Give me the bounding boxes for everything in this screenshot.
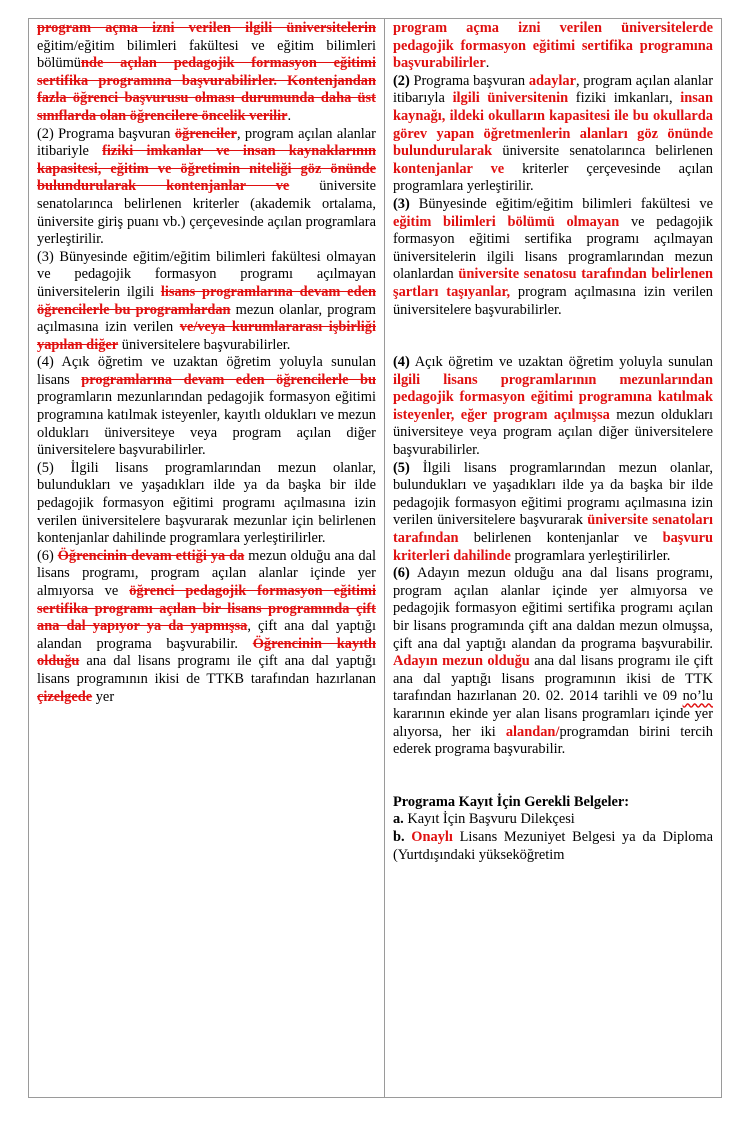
deleted-text: nde açılan pedagojik formasyon eğitimi sertifika programına başvurabilirler. Kontenjandan fazla öğrenci başvurusu olması durumunda daha üst sınıflarda olan öğrencilere öncelik verilir: [37, 55, 376, 124]
text-run: kararının ekinde yer alan lisans programları içinde yer alıyorsa, her iki: [392, 705, 713, 740]
required-documents-heading: Programa Kayıt İçin Gerekli Belgeler:: [392, 793, 630, 810]
inserted-text: Adayın mezun olduğu: [392, 653, 530, 670]
new-paragraph-6: [393, 565, 713, 759]
text-run: .: [485, 55, 490, 72]
deleted-text: program açma izni verilen ilgili üniversitelerin: [37, 20, 376, 36]
text-run: Adayın mezun olduğu ana dal lisans programı, program açılan alanlar içinde yer almıyorsa ve pedagojik formasyon eğitimi sertifika programı açılan bir lisans programında çift ana daldan mezun olmuşsa, çift ana dal yaptığı alandan da programa başvurabilir.: [392, 565, 713, 652]
text-run: kriterler çerçevesinde açılan programlara yerleştirilir.: [392, 160, 713, 195]
text-run: , program açılan alanlar itibariyle: [37, 125, 376, 160]
new-paragraph-1: [393, 20, 713, 73]
inserted-text: adaylar: [528, 72, 576, 89]
old-paragraph-6: [37, 548, 376, 706]
new-paragraph-2: [393, 73, 713, 196]
deleted-text: lisans programlarına devam eden öğrencilerle bu programlardan: [37, 283, 376, 318]
text-run: Açık öğretim ve uzaktan öğretim yoluyla sunulan: [409, 354, 713, 371]
inserted-text: alandan/: [505, 723, 560, 740]
text-run: ve pedagojik formasyon eğitimi sertifika programı açılmayan üniversitelerin ilgili lisans programlarından mezun olanlardan: [392, 213, 713, 283]
text-run: üniversitelere başvurabilirler.: [118, 336, 291, 353]
new-paragraph-3: [393, 196, 713, 319]
old-paragraph-3: [37, 249, 376, 355]
deleted-text: Öğrencinin kayıtlı olduğu: [37, 635, 376, 670]
inserted-text: program açma izni verilen üniversitelerde pedagojik formasyon eğitimi sertifika programına başvurabilirler: [392, 20, 713, 72]
inserted-text: üniversite senatoları tarafından: [392, 512, 714, 547]
paragraph-spacer: [393, 319, 713, 354]
deleted-text: Öğrencinin devam ettiği ya da: [57, 547, 245, 564]
old-paragraph-4: [37, 354, 376, 460]
bold-text: (6): [392, 565, 410, 582]
deleted-text: öğrenciler: [174, 125, 237, 142]
text-run: (6): [37, 547, 58, 564]
text-run: (4) Açık öğretim ve uzaktan öğretim yoluyla sunulan lisans: [37, 354, 376, 388]
inserted-text: kontenjanlar ve: [392, 160, 505, 177]
text-run: yer: [92, 688, 115, 705]
deleted-text: ve/veya kurumlararası işbirliği yapılan diğer: [37, 319, 376, 353]
text-run: Lisans Mezuniyet Belgesi ya da Diploma (Yurtdışındaki yükseköğretim: [392, 828, 713, 863]
text-run: programlara yerleştirilirler.: [510, 547, 671, 564]
bold-text: b.: [392, 828, 405, 845]
text-run: üniversite senatolarınca belirlenen kriterler (akademik ortalama, üniversite giriş puanı vb.) çerçevesinde açılan programlara yerleştirilir.: [37, 178, 376, 248]
inserted-text: ilgili üniversitenin: [452, 90, 569, 107]
text-run: ana dal lisans programı ile çift ana dal yaptığı lisans programının ikisi de TTKB tarafından hazırlanan: [37, 653, 376, 687]
text-run: İlgili lisans programlarından mezun olanlar, bulundukları ve yaşadıkları ilde ya da başka bir ilde pedagojik formasyon eğitimi programı açılmasına izin verilen üniversitelere başvurarak: [392, 459, 713, 529]
text-run: mezun oldukları üniversiteye veya program açılan diğer üniversitelere başvurabilirler.: [392, 406, 713, 459]
text-run: , çift ana dal yaptığı alandan programa başvurabilir.: [37, 618, 376, 652]
inserted-text: ilgili lisans programlarının mezunlarından pedagojik formasyon eğitimi programına katılmak isteyenler, eğer program açılmışsa: [392, 371, 713, 423]
text-run: (3) Bünyesinde eğitim/eğitim bilimleri fakültesi olmayan ve pedagojik formasyon programı açılmayan üniversitelerin ilgili: [37, 248, 376, 300]
inserted-text: Onaylı: [411, 828, 453, 845]
text-run: üniversite senatolarınca belirlenen: [492, 143, 713, 160]
new-text-column: [385, 19, 721, 1097]
old-paragraph-5: [37, 460, 376, 548]
comparison-table: [28, 18, 722, 1098]
text-run: mezun olduğu ana dal lisans programı, program açılan alanlar içinde yer almıyorsa ve: [37, 547, 376, 599]
text-run: mezun olanlar, program açılmasına izin verilen: [37, 301, 376, 336]
paragraph-spacer: [393, 759, 713, 794]
document-item-a-letter: a.: [392, 811, 404, 828]
deleted-text: çizelgede: [37, 688, 93, 705]
text-run: eğitim/eğitim bilimleri fakültesi ve eğitim bilimleri bölümü: [37, 37, 376, 72]
deleted-text: programlarına devam eden öğrencilerle bu: [81, 371, 376, 388]
text-run: program açılmasına izin verilen üniversitelere başvurabilirler.: [392, 283, 713, 318]
text-run: .: [287, 107, 292, 124]
old-text-column: [29, 19, 385, 1097]
text-run: programların mezunlarından pedagojik formasyon eğitimi programına katılmak isteyenler, kayıtlı oldukları ve mezun oldukları üniversiteye veya program açılan diğer üniversitelere başvurabilirler.: [37, 389, 376, 459]
text-run: (2) Programa başvuran: [37, 125, 175, 142]
deleted-text: öğrenci pedagojik formasyon eğitimi sertifika programı açılan bir lisans programında çift ana dal yapıyor ya da yapmışsa: [37, 583, 376, 635]
document-item-a-text: Kayıt İçin Başvuru Dilekçesi: [403, 811, 575, 828]
old-paragraph-2: [37, 126, 376, 249]
inserted-text: eğitim bilimleri bölümü olmayan: [392, 213, 620, 230]
inserted-text: üniversite senatosu tarafından belirlenen şartları taşıyanlar,: [392, 266, 713, 300]
text-run: Programa başvuran: [409, 72, 529, 89]
bold-text: (2): [392, 72, 410, 89]
text-run: programdan birini tercih ederek programa başvurabilir.: [392, 723, 713, 758]
text-run: fiziki imkanları,: [568, 90, 681, 107]
document-item-a: [393, 811, 713, 829]
document-item-b: [393, 829, 713, 864]
deleted-text: fiziki imkanlar ve insan kaynaklarının kapasitesi, eğitim ve öğretimin niteliği göz önünde bulundurularak kontenjanlar ve: [37, 143, 376, 195]
new-paragraph-4: [393, 354, 713, 460]
new-paragraph-5: [393, 460, 713, 566]
inserted-text: başvuru kriterleri dahilinde: [392, 530, 713, 564]
text-run: ana dal lisans programı ile çift ana dal yaptığı lisans programının ikisi de TTK tarafından hazırlanan 20. 02. 2014 tarihli ve 09: [392, 653, 713, 705]
bold-text: (4): [392, 354, 410, 371]
flagged-text: no’lu: [682, 688, 713, 705]
bold-text: (5): [392, 459, 410, 476]
old-paragraph-1: [37, 20, 376, 126]
text-run: (5) İlgili lisans programlarından mezun olanlar, bulundukları ve yaşadıkları ilde ya da başka bir ilde pedagojik formasyon eğitimi programı açılmasına izin verilen üniversitelere başvurarak mezunlar için belirlenen kontenjanlar dahilinde programlara yerleştirilirler.: [37, 459, 376, 547]
inserted-text: insan kaynağı, ildeki okulların kapasitesi ile bu okullarda görev yapan öğretmenlerin alanları göz önünde bulundurularak: [392, 90, 714, 160]
bold-text: (3): [392, 195, 410, 212]
text-run: , program açılan alanlar itibarıyla: [392, 72, 713, 107]
text-run: belirlenen kontenjanlar ve: [458, 530, 663, 547]
text-run: Bünyesinde eğitim/eğitim bilimleri fakültesi ve: [409, 195, 713, 212]
